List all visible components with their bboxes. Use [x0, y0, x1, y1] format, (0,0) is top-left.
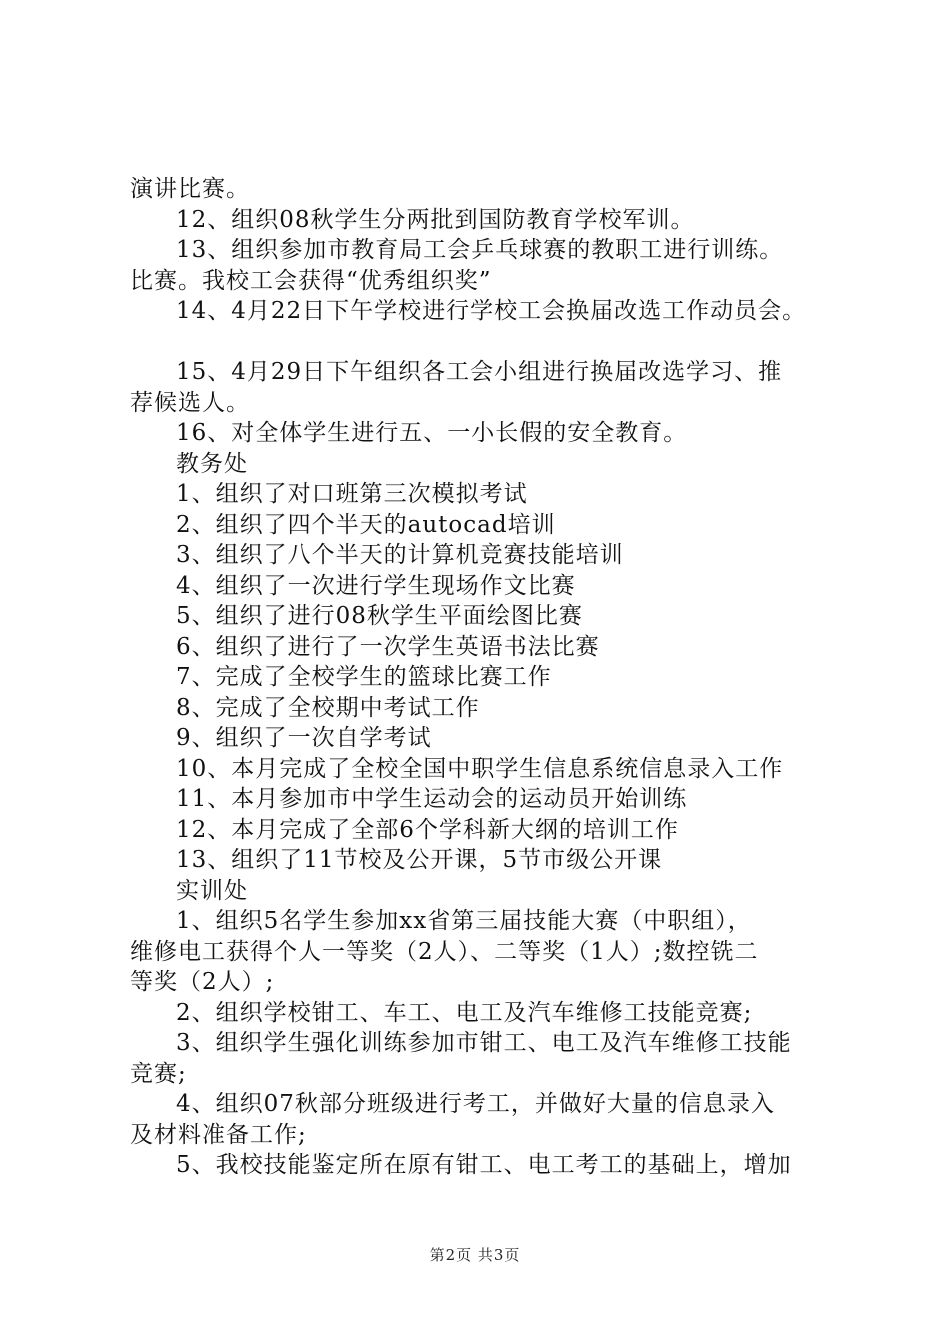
text-line: 竞赛;: [130, 1060, 187, 1087]
document-body: [130, 174, 850, 1181]
text-line: 15、4月29日下午组织各工会小组进行换届改选学习、推: [176, 359, 783, 385]
text-line: 14、4月22日下午学校进行学校工会换届改选工作动员会。: [176, 298, 807, 324]
text-line: 4、组织了一次进行学生现场作文比赛: [176, 572, 576, 599]
text-line: 13、组织参加市教育局工会乒乓球赛的教职工进行训练。: [176, 237, 784, 263]
text-line: 11、本月参加市中学生运动会的运动员开始训练: [176, 786, 688, 812]
text-line: 3、组织了八个半天的计算机竞赛技能培训: [176, 542, 624, 568]
text-line: 12、本月完成了全部6个学科新大纲的培训工作: [176, 816, 679, 843]
text-line: 8、完成了全校期中考试工作: [176, 694, 480, 721]
text-line: 5、组织了进行08秋学生平面绘图比赛: [176, 603, 583, 629]
blank-line: [130, 327, 850, 358]
text-line: 16、对全体学生进行五、一小长假的安全教育。: [176, 420, 688, 446]
text-line: 1、组织5名学生参加xx省第三届技能大赛（中职组），: [176, 908, 752, 934]
text-line: 实训处: [176, 877, 248, 904]
text-line: 1、组织了对口班第三次模拟考试: [176, 481, 528, 507]
text-line: 2、组织了四个半天的autocad培训: [176, 511, 556, 538]
text-line: 4、组织07秋部分班级进行考工，并做好大量的信息录入: [176, 1091, 775, 1117]
text-line: 维修电工获得个人一等奖（2人）、二等奖（1人）;数控铣二: [130, 938, 759, 965]
text-line: 7、完成了全校学生的篮球比赛工作: [176, 664, 552, 690]
text-line: 比赛。我校工会获得“优秀组织奖”: [130, 267, 492, 294]
text-line: 5、我校技能鉴定所在原有钳工、电工考工的基础上，增加: [176, 1152, 792, 1178]
text-line: 荐候选人。: [130, 389, 250, 416]
text-line: 6、组织了进行了一次学生英语书法比赛: [176, 633, 600, 660]
text-line: 12、组织08秋学生分两批到国防教育学校军训。: [176, 206, 695, 233]
text-line: 2、组织学校钳工、车工、电工及汽车维修工技能竞赛;: [176, 999, 753, 1026]
text-line: 10、本月完成了全校全国中职学生信息系统信息录入工作: [176, 755, 784, 782]
text-line: 及材料准备工作;: [130, 1121, 307, 1148]
text-line: 教务处: [176, 450, 248, 477]
text-line: 13、组织了11节校及公开课，5节市级公开课: [176, 847, 663, 873]
page-footer: 第2页 共3页: [429, 1246, 521, 1264]
text-line: 3、组织学生强化训练参加市钳工、电工及汽车维修工技能: [176, 1030, 792, 1056]
text-line: 等奖（2人）;: [130, 969, 275, 995]
text-line: 演讲比赛。: [130, 176, 250, 202]
text-line: 9、组织了一次自学考试: [176, 725, 432, 751]
